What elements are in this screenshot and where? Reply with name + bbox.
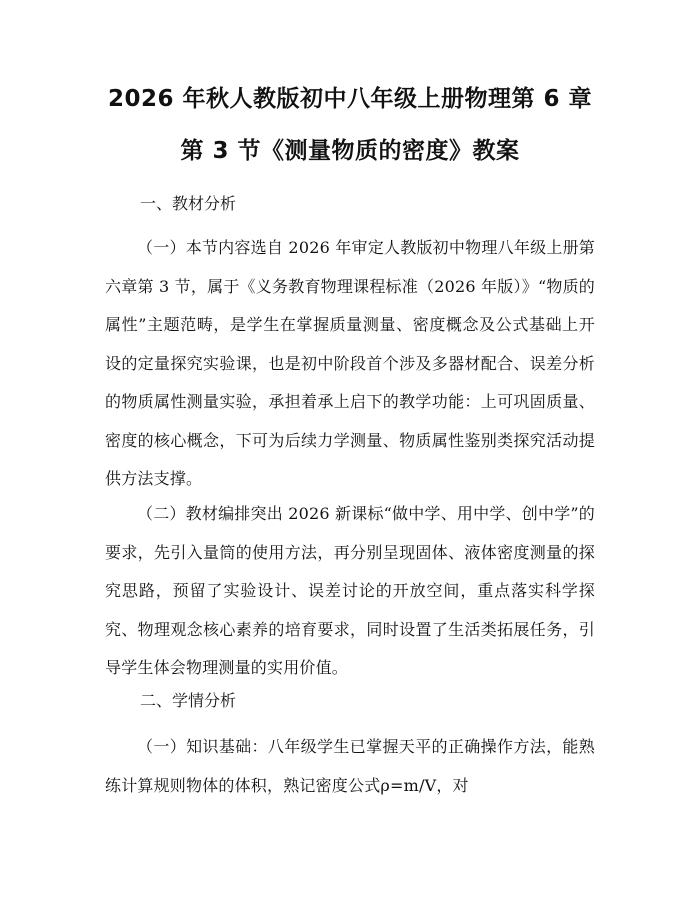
section-heading-student-analysis: 二、学情分析 [140, 691, 237, 710]
paragraph-textbook-analysis-2: （二）教材编排突出 2026 新课标“做中学、用中学、创中学”的要求，先引入量筒的使用方法，再分别呈现固体、液体密度测量的探究思路，预留了实验设计、误差讨论的开放空间，重点落实科学探究、物理观念核心素养的培育要求，同时设置了生活类拓展任务，引导学生体会物理测量的实用价值。 [105, 504, 595, 677]
document-title-line-2: 第 3 节《测量物质的密度》教案 [180, 138, 520, 164]
document-title-line-1: 2026 年秋人教版初中八年级上册物理第 6 章 [107, 86, 593, 112]
paragraph-textbook-analysis-1: （一）本节内容选自 2026 年审定人教版初中物理八年级上册第六章第 3 节，属于《义务教育物理课程标准（2026 年版）》“物质的属性”主题范畴，是学生在掌握质量测量、密度概念及公式基础上开设的定量探究实验课，也是初中阶段首个涉及多器材配合、误差分析的物质属性测量实验，承担着承上启下的教学功能：上可巩固质量、密度的核心概念，下可为后续力学测量、物质属性鉴别类探究活动提供方法支撑。 [105, 238, 595, 488]
paragraph-student-analysis-1: （一）知识基础：八年级学生已掌握天平的正确操作方法，能熟练计算规则物体的体积，熟记密度公式ρ=m/V，对 [105, 737, 595, 795]
section-heading-textbook-analysis: 一、教材分析 [140, 194, 237, 213]
